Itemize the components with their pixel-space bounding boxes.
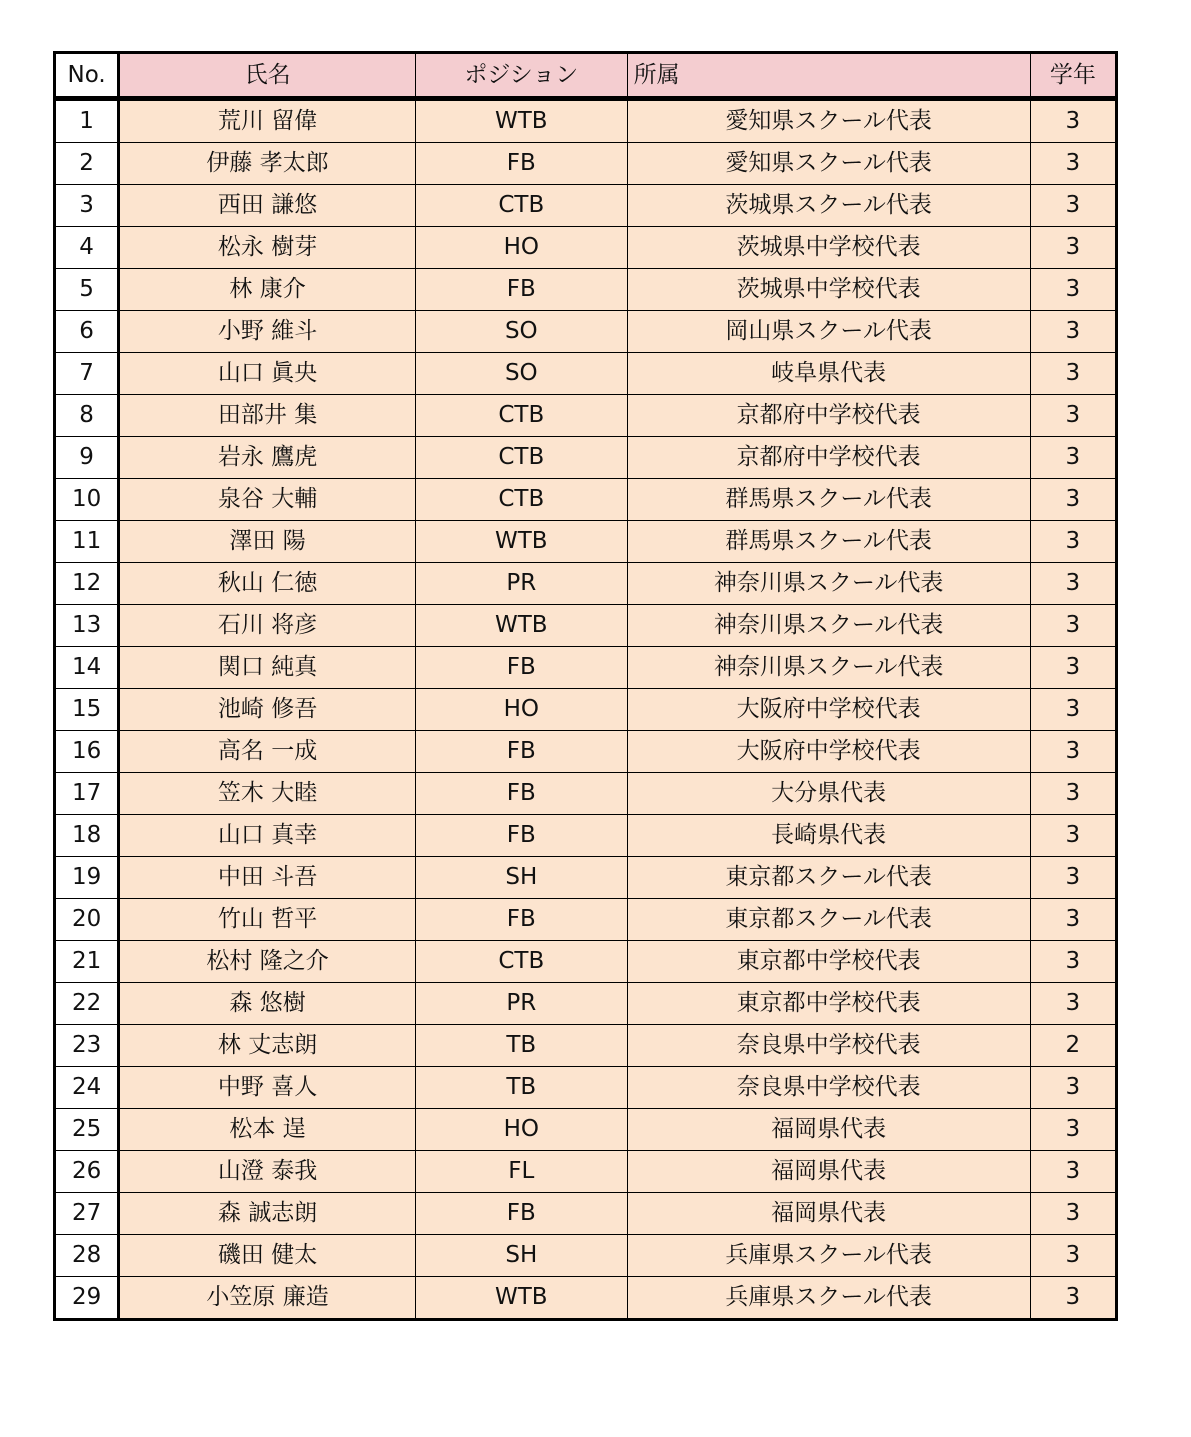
cell-grade: 3	[1030, 143, 1116, 185]
header-name: 氏名	[119, 53, 416, 99]
cell-name: 岩永 鷹虎	[119, 437, 416, 479]
cell-affiliation: 兵庫県スクール代表	[627, 1277, 1030, 1320]
table-row	[55, 647, 1117, 689]
cell-affiliation: 大阪府中学校代表	[627, 689, 1030, 731]
cell-name: 石川 将彦	[119, 605, 416, 647]
cell-position: PR	[416, 983, 628, 1025]
header-row	[55, 53, 1117, 99]
cell-no: 21	[55, 941, 119, 983]
cell-position: FB	[416, 815, 628, 857]
cell-name: 秋山 仁徳	[119, 563, 416, 605]
cell-affiliation: 長崎県代表	[627, 815, 1030, 857]
cell-name: 磯田 健太	[119, 1235, 416, 1277]
cell-name: 荒川 留偉	[119, 99, 416, 143]
table-row	[55, 479, 1117, 521]
cell-position: WTB	[416, 1277, 628, 1320]
cell-grade: 3	[1030, 647, 1116, 689]
table-row	[55, 1109, 1117, 1151]
cell-affiliation: 京都府中学校代表	[627, 437, 1030, 479]
table-row	[55, 1067, 1117, 1109]
cell-no: 17	[55, 773, 119, 815]
table-body	[55, 99, 1117, 1320]
cell-affiliation: 東京都スクール代表	[627, 899, 1030, 941]
cell-grade: 3	[1030, 773, 1116, 815]
cell-position: CTB	[416, 941, 628, 983]
cell-name: 小野 維斗	[119, 311, 416, 353]
header-no: No.	[55, 53, 119, 99]
table-row	[55, 857, 1117, 899]
cell-affiliation: 大阪府中学校代表	[627, 731, 1030, 773]
cell-name: 伊藤 孝太郎	[119, 143, 416, 185]
header-affiliation: 所属	[627, 53, 1030, 99]
cell-position: SO	[416, 353, 628, 395]
table-row	[55, 143, 1117, 185]
cell-grade: 3	[1030, 983, 1116, 1025]
cell-name: 山澄 泰我	[119, 1151, 416, 1193]
cell-name: 田部井 集	[119, 395, 416, 437]
cell-position: FB	[416, 731, 628, 773]
table-row	[55, 353, 1117, 395]
cell-no: 29	[55, 1277, 119, 1320]
cell-position: FB	[416, 143, 628, 185]
cell-no: 8	[55, 395, 119, 437]
cell-position: FL	[416, 1151, 628, 1193]
cell-name: 澤田 陽	[119, 521, 416, 563]
cell-name: 松永 樹芽	[119, 227, 416, 269]
cell-name: 泉谷 大輔	[119, 479, 416, 521]
cell-position: HO	[416, 1109, 628, 1151]
cell-grade: 3	[1030, 269, 1116, 311]
cell-affiliation: 神奈川県スクール代表	[627, 563, 1030, 605]
cell-affiliation: 福岡県代表	[627, 1109, 1030, 1151]
cell-position: CTB	[416, 185, 628, 227]
cell-grade: 3	[1030, 899, 1116, 941]
cell-position: SH	[416, 857, 628, 899]
cell-affiliation: 大分県代表	[627, 773, 1030, 815]
cell-grade: 3	[1030, 605, 1116, 647]
cell-position: PR	[416, 563, 628, 605]
cell-grade: 3	[1030, 857, 1116, 899]
cell-position: FB	[416, 1193, 628, 1235]
table-row	[55, 731, 1117, 773]
cell-no: 6	[55, 311, 119, 353]
cell-affiliation: 岡山県スクール代表	[627, 311, 1030, 353]
cell-no: 3	[55, 185, 119, 227]
cell-no: 19	[55, 857, 119, 899]
cell-no: 28	[55, 1235, 119, 1277]
cell-grade: 3	[1030, 521, 1116, 563]
cell-position: HO	[416, 689, 628, 731]
cell-name: 西田 謙悠	[119, 185, 416, 227]
cell-affiliation: 愛知県スクール代表	[627, 99, 1030, 143]
table-row	[55, 1025, 1117, 1067]
table-row	[55, 773, 1117, 815]
table-row	[55, 395, 1117, 437]
cell-name: 森 誠志朗	[119, 1193, 416, 1235]
cell-grade: 3	[1030, 815, 1116, 857]
table-row	[55, 563, 1117, 605]
cell-grade: 3	[1030, 395, 1116, 437]
roster-table	[53, 51, 1118, 1321]
cell-name: 山口 眞央	[119, 353, 416, 395]
table-row	[55, 311, 1117, 353]
cell-affiliation: 岐阜県代表	[627, 353, 1030, 395]
cell-position: TB	[416, 1067, 628, 1109]
cell-affiliation: 群馬県スクール代表	[627, 479, 1030, 521]
cell-no: 5	[55, 269, 119, 311]
cell-position: SH	[416, 1235, 628, 1277]
cell-affiliation: 京都府中学校代表	[627, 395, 1030, 437]
table-header	[55, 53, 1117, 99]
cell-grade: 3	[1030, 353, 1116, 395]
table-row	[55, 1151, 1117, 1193]
cell-grade: 3	[1030, 1193, 1116, 1235]
cell-position: FB	[416, 647, 628, 689]
cell-name: 笠木 大睦	[119, 773, 416, 815]
table-row	[55, 899, 1117, 941]
cell-name: 林 康介	[119, 269, 416, 311]
cell-grade: 2	[1030, 1025, 1116, 1067]
cell-grade: 3	[1030, 185, 1116, 227]
cell-name: 山口 真幸	[119, 815, 416, 857]
cell-no: 23	[55, 1025, 119, 1067]
table-row	[55, 605, 1117, 647]
cell-no: 24	[55, 1067, 119, 1109]
table-row	[55, 689, 1117, 731]
cell-no: 25	[55, 1109, 119, 1151]
cell-name: 森 悠樹	[119, 983, 416, 1025]
cell-affiliation: 茨城県中学校代表	[627, 227, 1030, 269]
cell-position: TB	[416, 1025, 628, 1067]
table-row	[55, 1235, 1117, 1277]
cell-position: FB	[416, 773, 628, 815]
table-row	[55, 521, 1117, 563]
table-row	[55, 99, 1117, 143]
cell-affiliation: 東京都中学校代表	[627, 983, 1030, 1025]
cell-no: 22	[55, 983, 119, 1025]
cell-affiliation: 奈良県中学校代表	[627, 1067, 1030, 1109]
header-position: ポジション	[416, 53, 628, 99]
cell-name: 関口 純真	[119, 647, 416, 689]
table-row	[55, 983, 1117, 1025]
cell-no: 13	[55, 605, 119, 647]
cell-no: 10	[55, 479, 119, 521]
cell-name: 松村 隆之介	[119, 941, 416, 983]
cell-grade: 3	[1030, 1067, 1116, 1109]
cell-name: 小笠原 廉造	[119, 1277, 416, 1320]
cell-no: 15	[55, 689, 119, 731]
cell-position: WTB	[416, 605, 628, 647]
cell-grade: 3	[1030, 227, 1116, 269]
table-row	[55, 185, 1117, 227]
cell-no: 16	[55, 731, 119, 773]
cell-affiliation: 東京都中学校代表	[627, 941, 1030, 983]
cell-grade: 3	[1030, 1109, 1116, 1151]
cell-affiliation: 愛知県スクール代表	[627, 143, 1030, 185]
cell-name: 林 丈志朗	[119, 1025, 416, 1067]
cell-affiliation: 兵庫県スクール代表	[627, 1235, 1030, 1277]
table-row	[55, 815, 1117, 857]
cell-position: FB	[416, 269, 628, 311]
cell-name: 高名 一成	[119, 731, 416, 773]
cell-grade: 3	[1030, 99, 1116, 143]
cell-no: 26	[55, 1151, 119, 1193]
cell-grade: 3	[1030, 941, 1116, 983]
cell-grade: 3	[1030, 1277, 1116, 1320]
cell-affiliation: 茨城県中学校代表	[627, 269, 1030, 311]
table-row	[55, 941, 1117, 983]
cell-affiliation: 群馬県スクール代表	[627, 521, 1030, 563]
table-row	[55, 1193, 1117, 1235]
cell-position: CTB	[416, 437, 628, 479]
cell-no: 20	[55, 899, 119, 941]
cell-position: CTB	[416, 479, 628, 521]
cell-no: 2	[55, 143, 119, 185]
header-grade: 学年	[1030, 53, 1116, 99]
table-row	[55, 437, 1117, 479]
cell-position: WTB	[416, 99, 628, 143]
cell-no: 18	[55, 815, 119, 857]
cell-no: 4	[55, 227, 119, 269]
cell-affiliation: 神奈川県スクール代表	[627, 605, 1030, 647]
cell-no: 27	[55, 1193, 119, 1235]
cell-name: 池崎 修吾	[119, 689, 416, 731]
cell-name: 竹山 哲平	[119, 899, 416, 941]
cell-grade: 3	[1030, 1151, 1116, 1193]
cell-grade: 3	[1030, 731, 1116, 773]
cell-affiliation: 福岡県代表	[627, 1151, 1030, 1193]
cell-affiliation: 福岡県代表	[627, 1193, 1030, 1235]
cell-affiliation: 東京都スクール代表	[627, 857, 1030, 899]
cell-no: 9	[55, 437, 119, 479]
cell-affiliation: 奈良県中学校代表	[627, 1025, 1030, 1067]
cell-position: HO	[416, 227, 628, 269]
cell-grade: 3	[1030, 311, 1116, 353]
cell-no: 7	[55, 353, 119, 395]
table-row	[55, 1277, 1117, 1320]
cell-affiliation: 茨城県スクール代表	[627, 185, 1030, 227]
cell-no: 14	[55, 647, 119, 689]
cell-name: 松本 逞	[119, 1109, 416, 1151]
table-row	[55, 269, 1117, 311]
cell-position: CTB	[416, 395, 628, 437]
cell-grade: 3	[1030, 689, 1116, 731]
cell-name: 中田 斗吾	[119, 857, 416, 899]
cell-no: 1	[55, 99, 119, 143]
cell-grade: 3	[1030, 479, 1116, 521]
cell-grade: 3	[1030, 1235, 1116, 1277]
cell-affiliation: 神奈川県スクール代表	[627, 647, 1030, 689]
cell-no: 11	[55, 521, 119, 563]
cell-position: WTB	[416, 521, 628, 563]
cell-grade: 3	[1030, 563, 1116, 605]
table-row	[55, 227, 1117, 269]
cell-no: 12	[55, 563, 119, 605]
cell-grade: 3	[1030, 437, 1116, 479]
cell-position: FB	[416, 899, 628, 941]
cell-name: 中野 喜人	[119, 1067, 416, 1109]
cell-position: SO	[416, 311, 628, 353]
